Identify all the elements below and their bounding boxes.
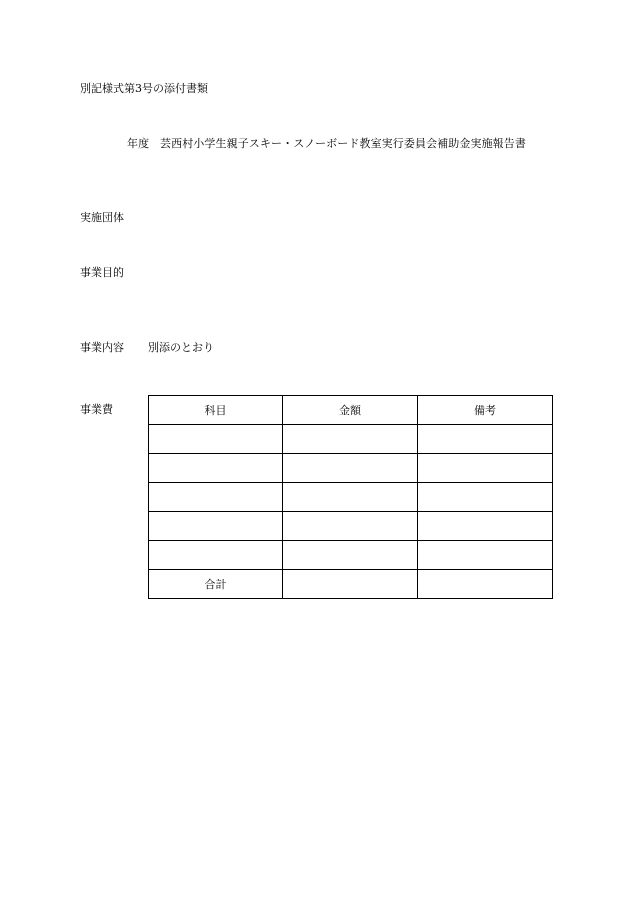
- total-amount[interactable]: [283, 570, 418, 599]
- header-remarks: 備考: [418, 396, 553, 425]
- form-header: 別記様式第3号の添付書類: [80, 82, 208, 95]
- cell-remarks[interactable]: [418, 483, 553, 512]
- header-subject: 科目: [149, 396, 283, 425]
- purpose-label: 事業目的: [80, 266, 124, 279]
- cell-subject[interactable]: [149, 425, 283, 454]
- cell-subject[interactable]: [149, 512, 283, 541]
- content-value: 別添のとおり: [148, 341, 214, 354]
- cell-remarks[interactable]: [418, 541, 553, 570]
- total-row: [149, 570, 553, 599]
- cell-subject[interactable]: [149, 541, 283, 570]
- cell-remarks[interactable]: [418, 425, 553, 454]
- cell-subject[interactable]: [149, 454, 283, 483]
- report-title: [127, 137, 526, 151]
- title-text: 芸西村小学生親子スキー・スノーボード教室実行委員会補助金実施報告書: [160, 137, 526, 150]
- table-row: [149, 454, 553, 483]
- cost-table: [148, 395, 553, 599]
- cell-amount[interactable]: [283, 512, 418, 541]
- cost-label: 事業費: [80, 403, 113, 416]
- cell-subject[interactable]: [149, 483, 283, 512]
- title-year-suffix: 年度: [127, 137, 150, 150]
- content-label: 事業内容: [80, 341, 124, 354]
- header-amount: 金額: [283, 396, 418, 425]
- cost-table-header-row: [149, 396, 553, 425]
- cell-amount[interactable]: [283, 541, 418, 570]
- table-row: [149, 483, 553, 512]
- table-row: [149, 425, 553, 454]
- cell-amount[interactable]: [283, 454, 418, 483]
- cell-amount[interactable]: [283, 425, 418, 454]
- total-remarks[interactable]: [418, 570, 553, 599]
- cell-amount[interactable]: [283, 483, 418, 512]
- cell-remarks[interactable]: [418, 454, 553, 483]
- total-label: 合計: [149, 570, 283, 599]
- table-row: [149, 541, 553, 570]
- table-row: [149, 512, 553, 541]
- organization-label: 実施団体: [80, 211, 124, 224]
- cell-remarks[interactable]: [418, 512, 553, 541]
